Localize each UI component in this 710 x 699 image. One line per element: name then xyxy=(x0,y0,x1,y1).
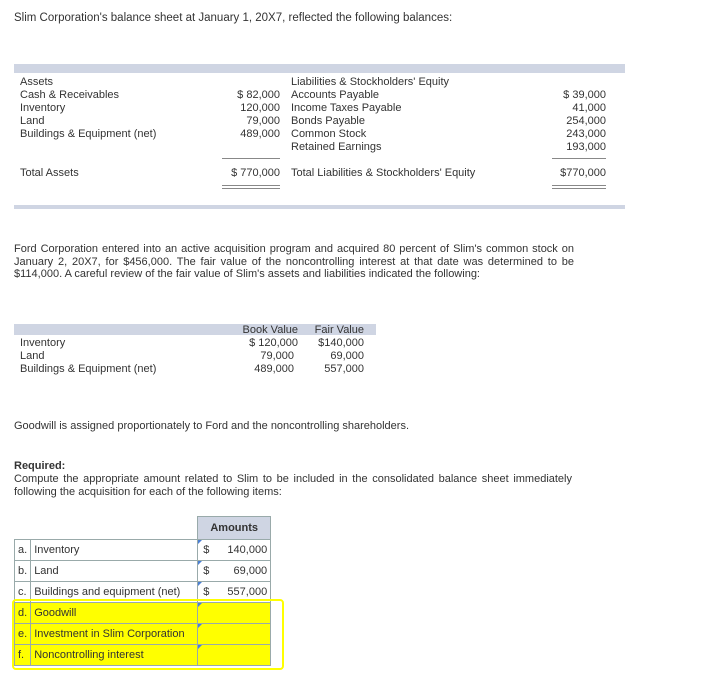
asset-label: Buildings & Equipment (net) xyxy=(20,128,157,140)
liability-value: $ 39,000 xyxy=(563,89,606,101)
required-title: Required: xyxy=(14,460,66,472)
amount-value: 140,000 xyxy=(227,544,268,556)
fv-row-book: 79,000 xyxy=(260,350,294,362)
amount-value: 557,000 xyxy=(227,586,268,598)
asset-label: Cash & Receivables xyxy=(20,89,120,101)
liability-value: 193,000 xyxy=(566,141,606,153)
total-assets-value: $ 770,000 xyxy=(231,167,280,179)
liability-value: 254,000 xyxy=(566,115,606,127)
fv-row-fair: 557,000 xyxy=(324,363,364,375)
liability-label: Common Stock xyxy=(291,128,367,140)
liability-label: Income Taxes Payable xyxy=(291,102,402,114)
asset-value: 489,000 xyxy=(240,128,280,140)
fv-row-book: 489,000 xyxy=(254,363,294,375)
amounts-header: Amounts xyxy=(198,517,271,540)
row-label: Land xyxy=(31,561,198,582)
dollar-sign: $ xyxy=(203,565,210,577)
amount-input[interactable] xyxy=(198,540,271,561)
row-label: Goodwill xyxy=(31,603,198,624)
row-letter: b. xyxy=(15,561,31,582)
total-liabilities-value: $770,000 xyxy=(560,167,606,179)
total-assets-label: Total Assets xyxy=(20,167,79,179)
row-label: Noncontrolling interest xyxy=(31,645,198,666)
row-letter: c. xyxy=(15,582,31,603)
double-underline xyxy=(552,185,606,189)
fv-row-label: Buildings & Equipment (net) xyxy=(20,363,157,375)
fv-row-book: $ 120,000 xyxy=(249,337,298,349)
dollar-sign: $ xyxy=(203,544,210,556)
answer-row xyxy=(15,540,271,561)
liability-label: Retained Earnings xyxy=(291,141,382,153)
double-underline xyxy=(222,185,280,189)
col-fair-value: Fair Value xyxy=(314,324,364,336)
row-letter: a. xyxy=(15,540,31,561)
fv-row-label: Inventory xyxy=(20,337,66,349)
liability-label: Accounts Payable xyxy=(291,89,380,101)
asset-value: 79,000 xyxy=(246,115,280,127)
amount-input[interactable] xyxy=(198,561,271,582)
fv-row-fair: $140,000 xyxy=(318,337,364,349)
footer-bar xyxy=(14,205,625,209)
liability-value: 41,000 xyxy=(572,102,606,114)
dollar-sign: $ xyxy=(203,586,210,598)
intro-text: Slim Corporation's balance sheet at January 1, 20X7, reflected the following balances: xyxy=(14,12,453,24)
asset-value: 120,000 xyxy=(240,102,280,114)
goodwill-text: Goodwill is assigned proportionately to Ford and the noncontrolling shareholders. xyxy=(14,420,410,432)
divider xyxy=(222,158,280,159)
header-bar xyxy=(14,64,625,73)
row-label: Investment in Slim Corporation xyxy=(31,624,198,645)
liability-label: Bonds Payable xyxy=(291,115,365,127)
asset-value: $ 82,000 xyxy=(237,89,280,101)
fv-row-fair: 69,000 xyxy=(330,350,364,362)
asset-label: Land xyxy=(20,115,45,127)
row-label: Inventory xyxy=(31,540,198,561)
amount-value: 69,000 xyxy=(233,565,268,577)
total-liabilities-label: Total Liabilities & Stockholders' Equity xyxy=(291,167,476,179)
liability-value: 243,000 xyxy=(566,128,606,140)
row-label: Buildings and equipment (net) xyxy=(31,582,198,603)
fv-row-label: Land xyxy=(20,350,45,362)
divider xyxy=(552,158,606,159)
col-book-value: Book Value xyxy=(242,324,298,336)
acquisition-text: Ford Corporation entered into an active acquisition program and acquired 80 percent of Slim's common stock on January 2, 20X7, for $456,000. The fair value of the noncontrolling interest at that date was determined to be $114,000. A careful review of the fair value of Slim's assets and liabilities indicated the following: xyxy=(14,243,574,280)
assets-header: Assets xyxy=(20,76,54,88)
row-letter: e. xyxy=(15,624,31,645)
required-text: Compute the appropriate amount related to Slim to be included in the consolidated balance sheet immediately following the acquisition for each of the following items: xyxy=(14,473,572,498)
highlight-outline xyxy=(12,599,284,670)
row-letter: f. xyxy=(15,645,31,666)
asset-label: Inventory xyxy=(20,102,66,114)
row-letter: d. xyxy=(15,603,31,624)
answer-row xyxy=(15,561,271,582)
liabilities-header: Liabilities & Stockholders' Equity xyxy=(291,76,450,88)
